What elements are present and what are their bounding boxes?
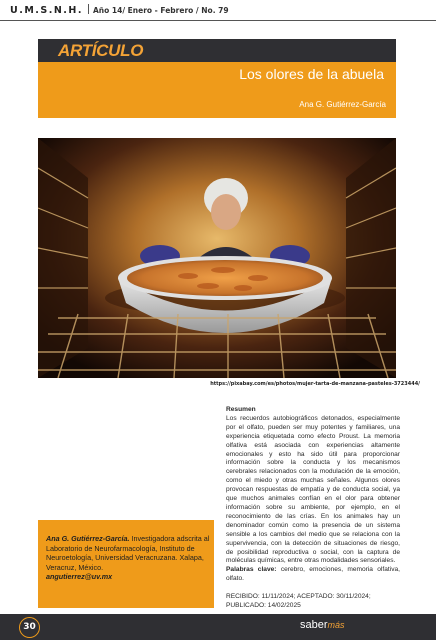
keywords-line [226, 566, 400, 584]
author-box-bio: Investigadora adscrita al Laboratorio de Neurofarmacología, Instituto de Neuroetología, Universidad Veracruzana. Xalapa, Veracruz, México. [46, 534, 210, 572]
abstract-text: Los recuerdos autobiográficos detonados, especialmente por el olfato, pueden ser muy potentes y familiares, una experiencia etiquetada como efecto Proust. La memoria olfativa está asociada con experiencias altamente emocionales y esto ha sido útil para proporcionar información sobre la conducta y los mecanismos cerebrales relacionados con la modulación de la emoción, como el miedo y otras muchas señales. Algunos olores provocan respuestas de empatía y de conducta social, ya que muchos animales confían en el olor para obtener información sobre su ambiente, por ejemplo, en el reconocimiento de las crías. En los animales hay un denominador común como la presencia de un sistema sensible a los cambios del medio que se relaciona con la supervivencia, con la detección de situaciones de riesgo, de posibilidad reproductiva o social, con la captura de moléculas químicas, entre otras modalidades sensoriales. [226, 414, 400, 565]
article-photo [38, 138, 396, 378]
photo-credit: https://pixabay.com/es/photos/mujer-tarta-de-manzana-pasteles-3723444/ [210, 381, 420, 387]
header-rule [0, 20, 436, 21]
footer-bar [0, 614, 436, 640]
abstract [226, 406, 400, 611]
logo-accent: más [327, 620, 345, 630]
running-header [10, 4, 430, 20]
header-divider [88, 4, 89, 14]
abstract-heading: Resumen [226, 406, 256, 413]
page-number: 30 [23, 622, 36, 632]
author-box-text [46, 534, 210, 582]
journal-institution: U.M.S.N.H. [10, 5, 83, 16]
article-title: Los olores de la abuela [239, 66, 384, 82]
magazine-logo [300, 619, 345, 631]
logo-main: saber [300, 619, 328, 631]
oven-photo-illustration [38, 138, 396, 378]
section-tag: ARTÍCULO [58, 41, 144, 60]
keywords: cerebro, emociones, memoria olfativa, olfato. [226, 566, 400, 583]
author-box-name: Ana G. Gutiérrez-García. [46, 534, 130, 543]
publication-dates: RECIBIDO: 11/11/2024; ACEPTADO: 30/11/2024; PUBLICADO: 14/02/2025 [226, 593, 371, 610]
author-email: angutierrez@uv.mx [46, 572, 113, 582]
keywords-label: Palabras clave: [226, 566, 277, 574]
article-author: Ana G. Gutiérrez-García [299, 100, 386, 109]
journal-issue: Año 14/ Enero - Febrero / No. 79 [92, 6, 229, 15]
